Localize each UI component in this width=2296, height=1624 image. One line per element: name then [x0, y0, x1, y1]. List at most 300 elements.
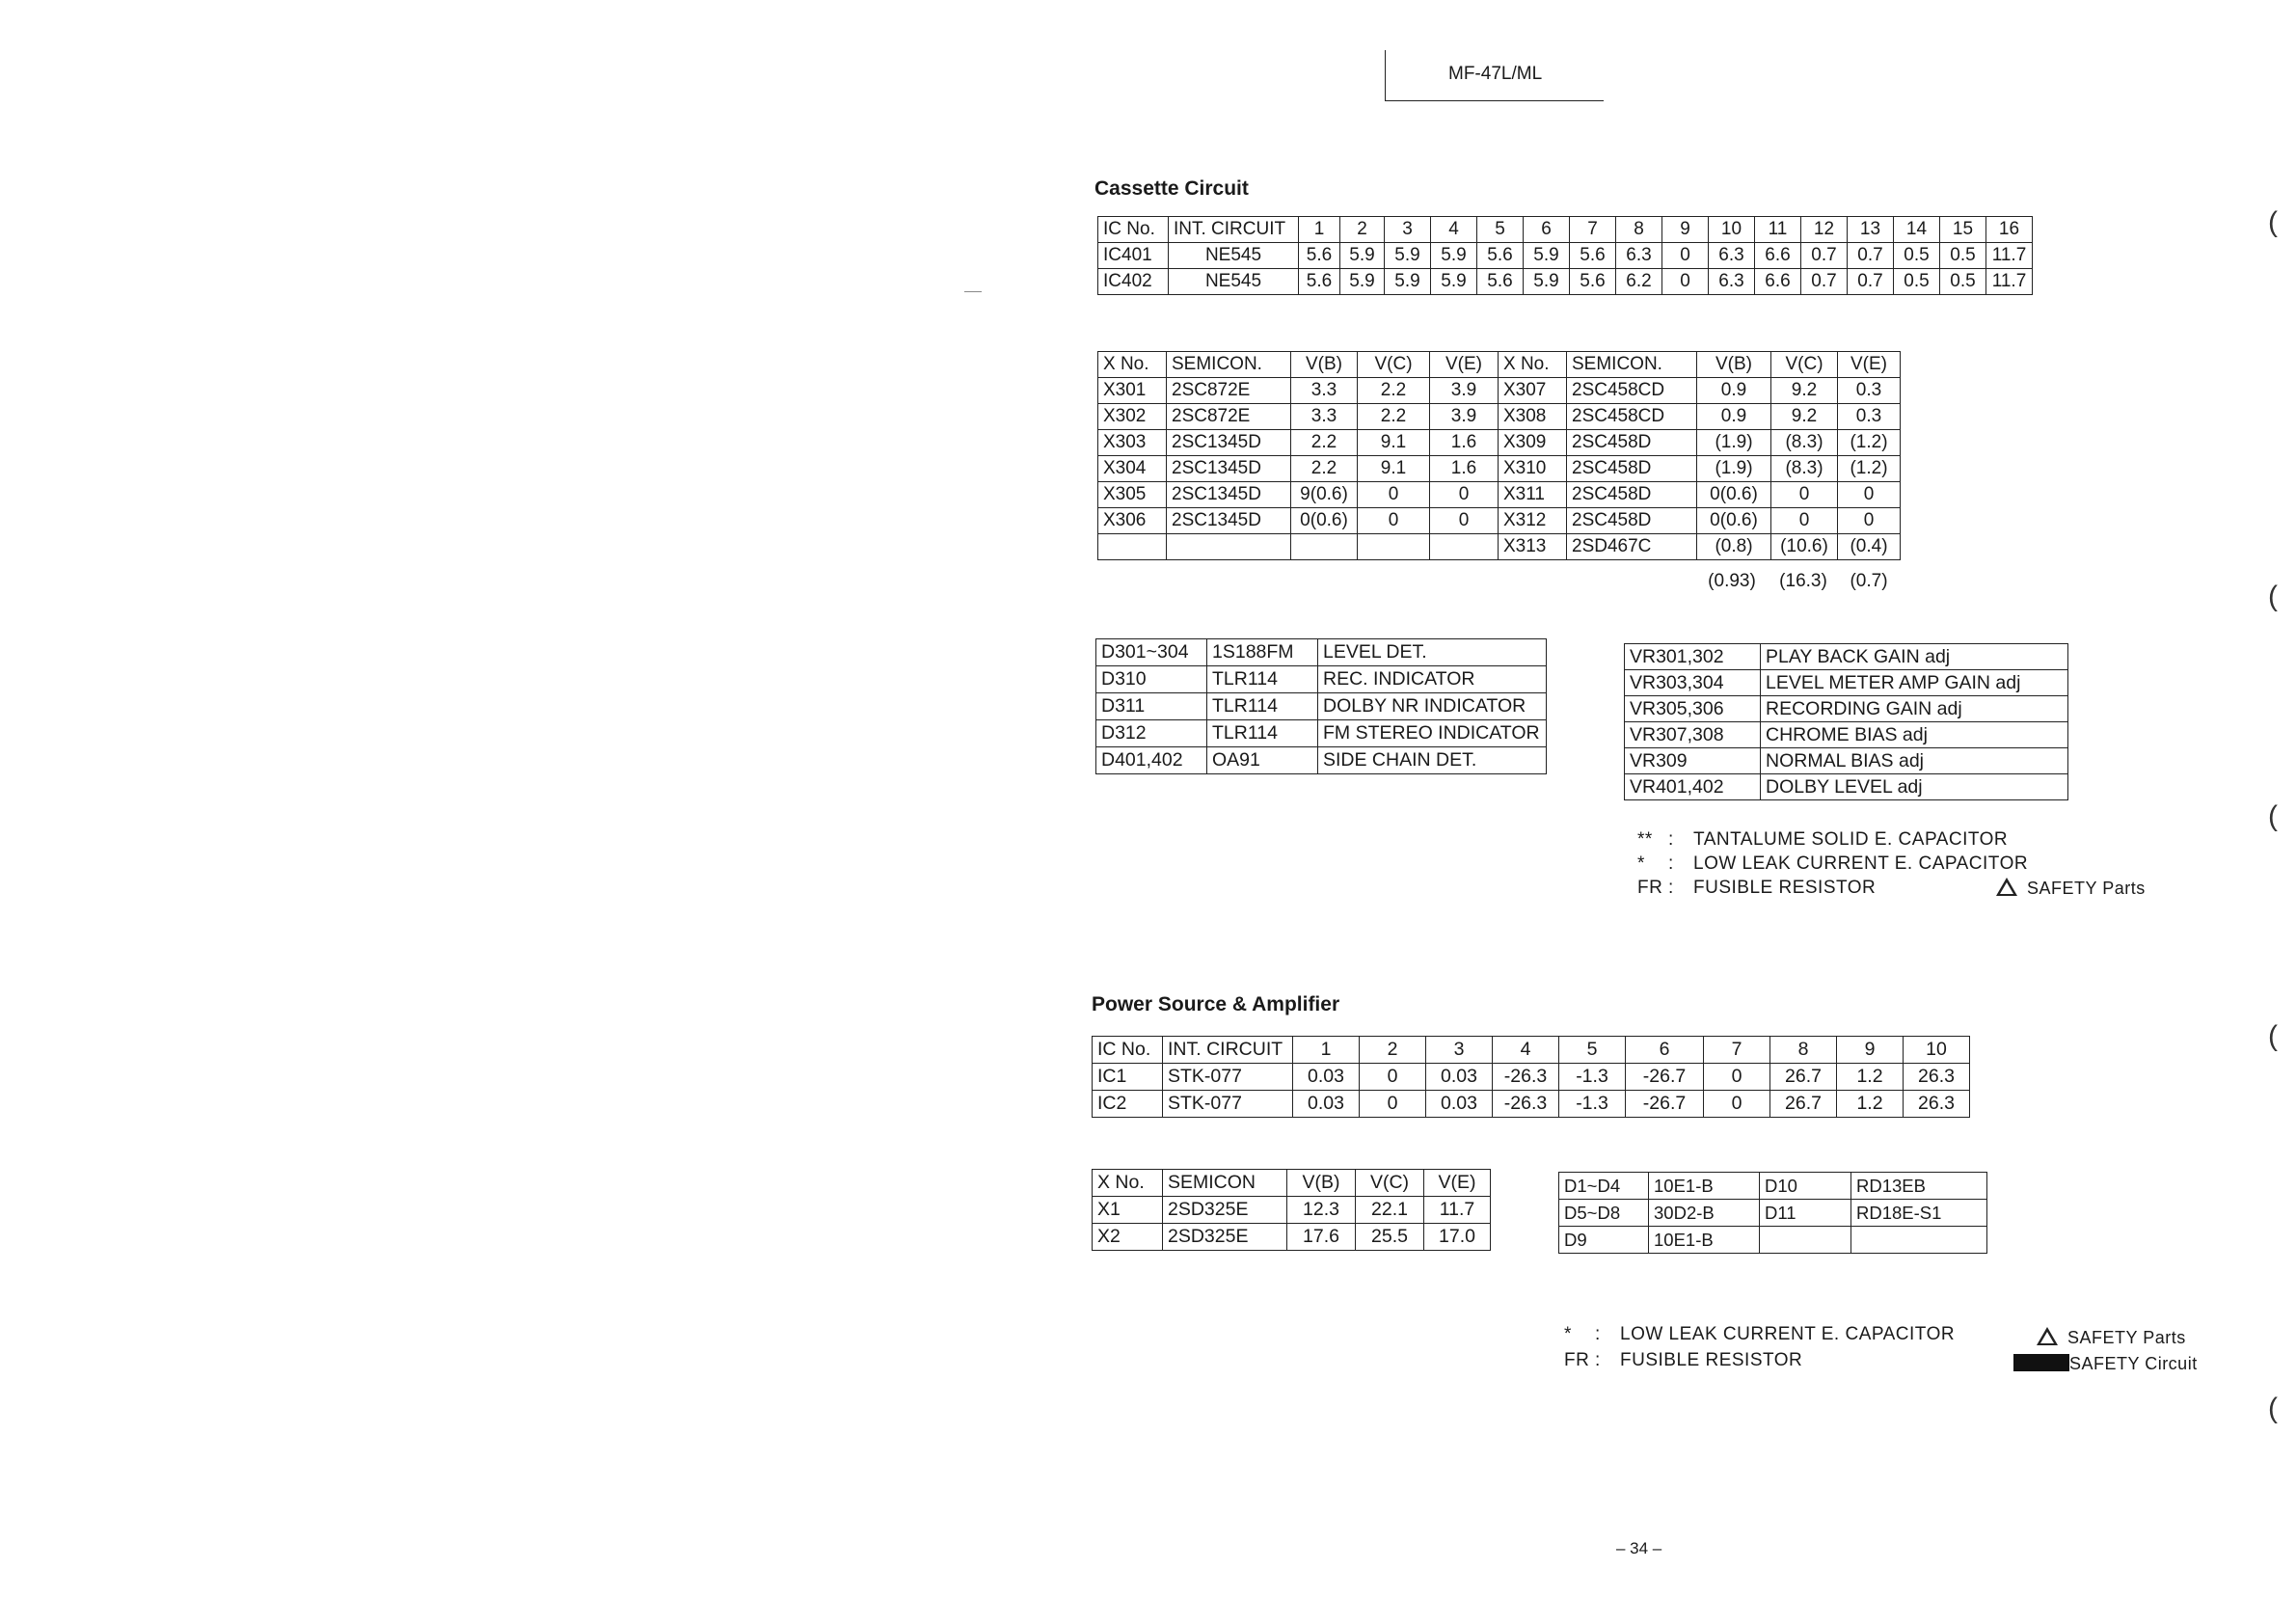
table-cell: 0.7 [1848, 269, 1894, 295]
table-cell: 2.2 [1291, 430, 1358, 456]
table-cell: 1.2 [1837, 1091, 1904, 1118]
table-cell: 3.3 [1291, 378, 1358, 404]
table-cell: -26.3 [1493, 1064, 1559, 1091]
table-cell: 0.5 [1940, 269, 1986, 295]
table-cell: 2SC872E [1167, 404, 1291, 430]
binding-mark: ( [2268, 581, 2278, 612]
table-cell: D9 [1559, 1227, 1649, 1254]
table-cell: 30D2-B [1649, 1200, 1760, 1227]
table-cell: 2SD325E [1163, 1224, 1287, 1251]
table-row [1098, 508, 1901, 534]
table-row [1625, 696, 2068, 722]
table-cell: 11.7 [1986, 243, 2033, 269]
table-cell: D11 [1760, 1200, 1851, 1227]
table-cell: IC401 [1098, 243, 1169, 269]
table-cell: D10 [1760, 1173, 1851, 1200]
table-cell: D310 [1096, 666, 1207, 693]
table-row [1559, 1173, 1987, 1200]
table-cell: TLR114 [1207, 666, 1318, 693]
table-cell: 2SC1345D [1167, 508, 1291, 534]
cassette-legend [1637, 827, 2028, 900]
table-cell: 5.9 [1524, 269, 1570, 295]
table-cell: IC1 [1093, 1064, 1163, 1091]
table-cell: 26.3 [1904, 1064, 1970, 1091]
table-cell: SIDE CHAIN DET. [1318, 747, 1547, 774]
table-cell: 0.5 [1940, 243, 1986, 269]
table-cell: (1.9) [1697, 456, 1771, 482]
table-cell [1291, 534, 1358, 560]
table-cell: 5.9 [1385, 269, 1431, 295]
table-cell: X302 [1098, 404, 1167, 430]
table-cell: X309 [1499, 430, 1567, 456]
table-cell: 5.6 [1570, 243, 1616, 269]
table-cell [1760, 1227, 1851, 1254]
table-cell: 0.03 [1293, 1091, 1360, 1118]
table-cell: 0.7 [1848, 243, 1894, 269]
table-cell: 0 [1704, 1091, 1770, 1118]
table-cell: LEVEL DET. [1318, 639, 1547, 666]
table-cell: D311 [1096, 693, 1207, 720]
table-cell: 0 [1838, 482, 1901, 508]
table-cell: 0 [1430, 508, 1499, 534]
table-cell: X2 [1093, 1224, 1163, 1251]
table-cell: 2SC458D [1567, 430, 1697, 456]
table-cell: TLR114 [1207, 693, 1318, 720]
cassette-safety-parts [1996, 878, 2146, 899]
table-cell: VR301,302 [1625, 644, 1761, 670]
page-number: – 34 – [1616, 1539, 1662, 1557]
table-header-cell: V(C) [1356, 1170, 1424, 1197]
table-cell: X307 [1499, 378, 1567, 404]
binding-mark: ( [2268, 1020, 2278, 1052]
table-cell: D1~D4 [1559, 1173, 1649, 1200]
table-cell: 0 [1771, 482, 1838, 508]
table-row [1096, 747, 1547, 774]
table-cell: 1.6 [1430, 430, 1499, 456]
binding-mark: ( [2268, 1393, 2278, 1424]
table-row [1096, 693, 1547, 720]
warning-triangle-icon [2037, 1327, 2058, 1345]
table-cell: 5.9 [1385, 243, 1431, 269]
table-header-cell: SEMICON. [1167, 352, 1291, 378]
table-cell: X310 [1499, 456, 1567, 482]
legend-text: LOW LEAK CURRENT E. CAPACITOR [1620, 1324, 1956, 1344]
table-header-cell: 8 [1616, 217, 1662, 243]
table-cell: 1.6 [1430, 456, 1499, 482]
table-row [1098, 243, 2033, 269]
table-cell: 12.3 [1287, 1197, 1356, 1224]
table-cell: 9.2 [1771, 378, 1838, 404]
table-header-cell: 7 [1570, 217, 1616, 243]
table-cell: 0 [1771, 508, 1838, 534]
table-cell: 11.7 [1986, 269, 2033, 295]
table-header-cell: X No. [1093, 1170, 1163, 1197]
table-cell: 2SC872E [1167, 378, 1291, 404]
table-cell: 0.03 [1293, 1064, 1360, 1091]
table-cell: RD18E-S1 [1851, 1200, 1987, 1227]
table-cell: 9.1 [1358, 456, 1430, 482]
power-section-title: Power Source & Amplifier [1092, 993, 1340, 1015]
table-cell: 0.9 [1697, 404, 1771, 430]
table-cell [1167, 534, 1291, 560]
table-header-cell: 4 [1431, 217, 1477, 243]
table-cell: NE545 [1169, 243, 1299, 269]
table-cell: VR401,402 [1625, 774, 1761, 800]
table-cell: 9.2 [1771, 404, 1838, 430]
table-header-cell: SEMICON [1163, 1170, 1287, 1197]
table-cell: X305 [1098, 482, 1167, 508]
table-cell: (0.8) [1697, 534, 1771, 560]
table-header-cell: V(B) [1287, 1170, 1356, 1197]
table-cell: 0.3 [1838, 378, 1901, 404]
table-cell: 0.9 [1697, 378, 1771, 404]
table-header-cell: V(C) [1358, 352, 1430, 378]
legend-text: TANTALUME SOLID E. CAPACITOR [1693, 829, 2009, 850]
legend-line: * : LOW LEAK CURRENT E. CAPACITOR [1564, 1321, 1955, 1347]
extra-value: (0.7) [1850, 571, 1888, 591]
table-cell: DOLBY LEVEL adj [1761, 774, 2068, 800]
warning-triangle-icon [1996, 878, 2017, 896]
table-header-cell: INT. CIRCUIT [1163, 1037, 1293, 1064]
table-row [1625, 748, 2068, 774]
table-cell: X312 [1499, 508, 1567, 534]
table-header-cell: 4 [1493, 1037, 1559, 1064]
table-header-cell: V(B) [1291, 352, 1358, 378]
table-cell: 25.5 [1356, 1224, 1424, 1251]
table-cell: 6.6 [1755, 243, 1801, 269]
table-row [1096, 666, 1547, 693]
table-cell [1430, 534, 1499, 560]
binding-mark: ( [2268, 800, 2278, 832]
table-cell: 0 [1360, 1091, 1426, 1118]
table-cell: -1.3 [1559, 1064, 1626, 1091]
table-cell: 10E1-B [1649, 1173, 1760, 1200]
table-header-row [1098, 352, 1901, 378]
table-row [1625, 722, 2068, 748]
binding-mark: ( [2268, 206, 2278, 238]
table-header-cell: 7 [1704, 1037, 1770, 1064]
table-header-cell: 6 [1626, 1037, 1704, 1064]
table-header-cell: 8 [1770, 1037, 1837, 1064]
table-header-cell: 3 [1385, 217, 1431, 243]
table-cell: (8.3) [1771, 430, 1838, 456]
table-row [1625, 670, 2068, 696]
table-cell: NORMAL BIAS adj [1761, 748, 2068, 774]
table-row [1098, 534, 1901, 560]
table-cell: 0 [1358, 508, 1430, 534]
table-header-cell: 9 [1662, 217, 1709, 243]
table-cell: 5.9 [1340, 269, 1385, 295]
safety-parts-line [2013, 1325, 2198, 1351]
table-cell: 0.7 [1801, 243, 1848, 269]
table-header-cell: 2 [1340, 217, 1385, 243]
legend-text: FUSIBLE RESISTOR [1693, 878, 1877, 898]
table-header-row [1093, 1037, 1970, 1064]
table-cell: 0.03 [1426, 1091, 1493, 1118]
table-header-cell: 15 [1940, 217, 1986, 243]
table-cell: FM STEREO INDICATOR [1318, 720, 1547, 747]
table-cell: NE545 [1169, 269, 1299, 295]
safety-parts-label: SAFETY Parts [2027, 879, 2146, 898]
table-header-cell: IC No. [1098, 217, 1169, 243]
table-header-cell: 6 [1524, 217, 1570, 243]
table-cell: -26.7 [1626, 1064, 1704, 1091]
table-header-cell: 1 [1293, 1037, 1360, 1064]
table-cell: 0.5 [1894, 269, 1940, 295]
legend-symbol: * [1637, 853, 1645, 874]
cassette-ic-table [1097, 216, 2033, 295]
table-header-cell: SEMICON. [1567, 352, 1697, 378]
table-cell: VR305,306 [1625, 696, 1761, 722]
table-header-cell: 11 [1755, 217, 1801, 243]
table-cell: -26.3 [1493, 1091, 1559, 1118]
table-cell: 5.6 [1477, 243, 1524, 269]
table-header-cell: 12 [1801, 217, 1848, 243]
table-header-cell: V(E) [1838, 352, 1901, 378]
table-cell: (1.2) [1838, 430, 1901, 456]
table-row [1093, 1064, 1970, 1091]
table-cell: IC2 [1093, 1091, 1163, 1118]
table-header-row [1093, 1170, 1491, 1197]
table-row [1098, 482, 1901, 508]
table-cell: 2SD467C [1567, 534, 1697, 560]
table-cell: 0 [1662, 269, 1709, 295]
table-cell: 9(0.6) [1291, 482, 1358, 508]
legend-line: FR : FUSIBLE RESISTOR [1637, 878, 1877, 898]
table-cell: -1.3 [1559, 1091, 1626, 1118]
table-cell: X301 [1098, 378, 1167, 404]
table-row [1093, 1197, 1491, 1224]
table-header-cell: INT. CIRCUIT [1169, 217, 1299, 243]
table-cell: 2SC458CD [1567, 404, 1697, 430]
table-cell: 0.7 [1801, 269, 1848, 295]
table-header-cell: 3 [1426, 1037, 1493, 1064]
safety-circuit-label: SAFETY Circuit [2069, 1354, 2198, 1373]
table-header-cell: 5 [1477, 217, 1524, 243]
table-cell: (1.9) [1697, 430, 1771, 456]
table-header-cell: X No. [1499, 352, 1567, 378]
table-cell: 5.9 [1524, 243, 1570, 269]
table-cell: -26.7 [1626, 1091, 1704, 1118]
legend-line: ** : TANTALUME SOLID E. CAPACITOR [1637, 829, 2009, 850]
table-cell: REC. INDICATOR [1318, 666, 1547, 693]
table-cell: 2.2 [1358, 378, 1430, 404]
model-header: MF-47L/ML [1448, 64, 1543, 84]
table-row [1098, 456, 1901, 482]
table-row [1098, 269, 2033, 295]
table-cell: 10E1-B [1649, 1227, 1760, 1254]
table-cell: 0(0.6) [1697, 508, 1771, 534]
cassette-vr-table [1624, 643, 2068, 800]
table-header-cell: IC No. [1093, 1037, 1163, 1064]
cassette-transistor-table [1097, 351, 1901, 560]
power-diode-table [1558, 1172, 1987, 1254]
table-cell: 2SC458D [1567, 482, 1697, 508]
legend-line: * : LOW LEAK CURRENT E. CAPACITOR [1637, 853, 2029, 874]
table-cell: 0 [1838, 508, 1901, 534]
table-cell: X308 [1499, 404, 1567, 430]
table-cell: PLAY BACK GAIN adj [1761, 644, 2068, 670]
table-header-cell: 10 [1709, 217, 1755, 243]
table-cell: RD13EB [1851, 1173, 1987, 1200]
table-header-cell: 14 [1894, 217, 1940, 243]
table-cell: (1.2) [1838, 456, 1901, 482]
table-cell: RECORDING GAIN adj [1761, 696, 2068, 722]
table-cell: 0 [1662, 243, 1709, 269]
table-cell: 17.0 [1424, 1224, 1491, 1251]
table-cell: 3.9 [1430, 404, 1499, 430]
table-cell: TLR114 [1207, 720, 1318, 747]
power-safety-legend [2013, 1325, 2198, 1377]
table-cell: 0 [1430, 482, 1499, 508]
legend-symbol: ** [1637, 829, 1653, 850]
black-bar-icon [2013, 1354, 2069, 1371]
table-cell: CHROME BIAS adj [1761, 722, 2068, 748]
table-header-cell: 10 [1904, 1037, 1970, 1064]
table-cell: 2SC1345D [1167, 430, 1291, 456]
table-cell: 9.1 [1358, 430, 1430, 456]
table-cell: D301~304 [1096, 639, 1207, 666]
table-cell: STK-077 [1163, 1064, 1293, 1091]
table-cell: 2SC1345D [1167, 456, 1291, 482]
table-cell: 5.6 [1477, 269, 1524, 295]
safety-circuit-line [2013, 1351, 2198, 1377]
table-row [1098, 430, 1901, 456]
table-cell: 2.2 [1358, 404, 1430, 430]
table-header-cell: 9 [1837, 1037, 1904, 1064]
table-cell: STK-077 [1163, 1091, 1293, 1118]
table-cell: 2.2 [1291, 456, 1358, 482]
table-cell: 22.1 [1356, 1197, 1424, 1224]
table-header-cell: V(E) [1424, 1170, 1491, 1197]
table-row [1096, 720, 1547, 747]
table-header-cell: 1 [1299, 217, 1340, 243]
table-cell: (10.6) [1771, 534, 1838, 560]
table-cell: X313 [1499, 534, 1567, 560]
table-cell: 6.6 [1755, 269, 1801, 295]
table-cell: IC402 [1098, 269, 1169, 295]
table-cell: X1 [1093, 1197, 1163, 1224]
safety-parts-label: SAFETY Parts [2067, 1328, 2186, 1347]
table-cell: 6.3 [1709, 243, 1755, 269]
table-row [1559, 1227, 1987, 1254]
table-cell: VR303,304 [1625, 670, 1761, 696]
cassette-diode-table [1095, 638, 1547, 774]
table-cell: 0 [1360, 1064, 1426, 1091]
table-cell: 26.7 [1770, 1064, 1837, 1091]
table-cell: X303 [1098, 430, 1167, 456]
table-cell: 26.7 [1770, 1091, 1837, 1118]
table-cell: 11.7 [1424, 1197, 1491, 1224]
table-row [1098, 378, 1901, 404]
table-cell: 5.6 [1299, 243, 1340, 269]
table-cell: 0.5 [1894, 243, 1940, 269]
table-header-cell: V(B) [1697, 352, 1771, 378]
legend-symbol: FR [1637, 878, 1663, 898]
table-cell: 0.3 [1838, 404, 1901, 430]
table-cell: 5.9 [1431, 243, 1477, 269]
table-cell: 0 [1704, 1064, 1770, 1091]
table-row [1093, 1091, 1970, 1118]
table-row [1559, 1200, 1987, 1227]
table-cell: D401,402 [1096, 747, 1207, 774]
table-cell: 3.9 [1430, 378, 1499, 404]
table-cell: 6.3 [1616, 243, 1662, 269]
table-row [1098, 404, 1901, 430]
table-cell: 2SC458D [1567, 456, 1697, 482]
table-header-cell: V(E) [1430, 352, 1499, 378]
legend-symbol: FR [1564, 1350, 1590, 1370]
extra-value: (16.3) [1779, 571, 1827, 591]
table-cell: 2SC458D [1567, 508, 1697, 534]
table-cell: 5.9 [1340, 243, 1385, 269]
table-cell: VR309 [1625, 748, 1761, 774]
table-cell: (0.4) [1838, 534, 1901, 560]
table-cell: 2SC1345D [1167, 482, 1291, 508]
table-cell: 1S188FM [1207, 639, 1318, 666]
table-cell: 6.3 [1709, 269, 1755, 295]
table-cell: (8.3) [1771, 456, 1838, 482]
table-cell: 5.6 [1570, 269, 1616, 295]
table-cell: 1.2 [1837, 1064, 1904, 1091]
margin-mark [964, 291, 982, 292]
table-cell: X306 [1098, 508, 1167, 534]
table-cell: 0(0.6) [1291, 508, 1358, 534]
table-cell: 5.6 [1299, 269, 1340, 295]
table-cell: D312 [1096, 720, 1207, 747]
table-cell: X304 [1098, 456, 1167, 482]
table-cell: X311 [1499, 482, 1567, 508]
cassette-section-title: Cassette Circuit [1094, 177, 1249, 200]
table-header-cell: 5 [1559, 1037, 1626, 1064]
extra-value: (0.93) [1708, 571, 1756, 591]
table-cell: 0.03 [1426, 1064, 1493, 1091]
table-cell: 2SC458CD [1567, 378, 1697, 404]
table-header-cell: 13 [1848, 217, 1894, 243]
table-cell: 0 [1358, 482, 1430, 508]
table-cell: 6.2 [1616, 269, 1662, 295]
table-cell: 5.9 [1431, 269, 1477, 295]
table-cell [1851, 1227, 1987, 1254]
table-header-row [1098, 217, 2033, 243]
table-header-cell: 2 [1360, 1037, 1426, 1064]
table-cell: 17.6 [1287, 1224, 1356, 1251]
table-cell: D5~D8 [1559, 1200, 1649, 1227]
table-cell: VR307,308 [1625, 722, 1761, 748]
table-cell [1098, 534, 1167, 560]
table-row [1625, 644, 2068, 670]
table-cell: DOLBY NR INDICATOR [1318, 693, 1547, 720]
legend-text: LOW LEAK CURRENT E. CAPACITOR [1693, 853, 2029, 874]
table-header-cell: V(C) [1771, 352, 1838, 378]
power-transistor-table [1092, 1169, 1491, 1251]
table-row [1625, 774, 2068, 800]
table-header-cell: 16 [1986, 217, 2033, 243]
table-cell: OA91 [1207, 747, 1318, 774]
table-cell [1358, 534, 1430, 560]
legend-line: FR : FUSIBLE RESISTOR [1564, 1347, 1955, 1373]
table-cell: 2SD325E [1163, 1197, 1287, 1224]
power-ic-table [1092, 1036, 1970, 1118]
table-cell: 26.3 [1904, 1091, 1970, 1118]
table-row [1093, 1224, 1491, 1251]
table-row [1096, 639, 1547, 666]
legend-symbol: * [1564, 1324, 1572, 1344]
legend-text: FUSIBLE RESISTOR [1620, 1350, 1803, 1370]
table-cell: 3.3 [1291, 404, 1358, 430]
power-legend [1564, 1321, 1955, 1373]
table-cell: 0(0.6) [1697, 482, 1771, 508]
